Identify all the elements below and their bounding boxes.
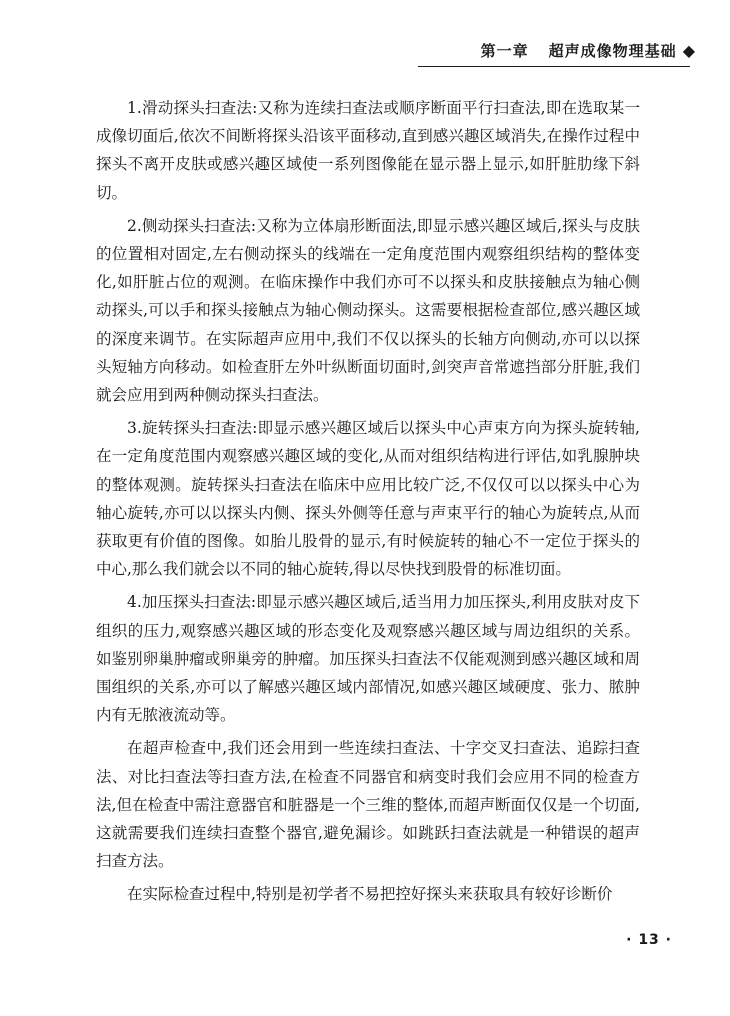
- header-rule: [418, 66, 690, 67]
- chapter-title: 超声成像物理基础: [548, 42, 677, 60]
- running-header: [481, 40, 696, 61]
- chapter-number: 第一章: [480, 42, 529, 60]
- paragraph: 在实际检查过程中,特别是初学者不易把控好探头来获取具有较好诊断价: [127, 885, 613, 904]
- paragraph: 1.滑动探头扫查法:又称为连续扫查法或顺序断面平行扫查法,即在选取某一成像切面后,依次不间断将探头沿该平面移动,直到感兴趣区域消失,在操作过程中探头不离开皮肤或感兴趣区域使一系列图像能在显示器上显示,如肝脏肋缘下斜切。: [96, 99, 640, 202]
- body-text: [96, 94, 640, 914]
- page-number: · 13 ·: [626, 932, 672, 948]
- diamond-mark-icon: ◆: [682, 41, 696, 60]
- paragraph: 4.加压探头扫查法:即显示感兴趣区域后,适当用力加压探头,利用皮肤对皮下组织的压力,观察感兴趣区域的形态变化及观察感兴趣区域与周边组织的关系。如鉴别卵巢肿瘤或卵巢旁的肿瘤。加压探头扫查法不仅能观测到感兴趣区域和周围组织的关系,亦可以了解感兴趣区域内部情况,如感兴趣区域硬度、张力、脓肿内有无脓液流动等。: [96, 593, 640, 725]
- paragraph: 2.侧动探头扫查法:又称为立体扇形断面法,即显示感兴趣区域后,探头与皮肤的位置相对固定,左右侧动探头的线端在一定角度范围内观察组织结构的整体变化,如肝脏占位的观测。在临床操作中我们亦可不以探头和皮肤接触点为轴心侧动探头,可以手和探头接触点为轴心侧动探头。这需要根据检查部位,感兴趣区域的深度来调节。在实际超声应用中,我们不仅以探头的长轴方向侧动,亦可以以探头短轴方向移动。如检查肝左外叶纵断面切面时,剑突声音常遮挡部分肝脏,我们就会应用到两种侧动探头扫查法。: [96, 216, 640, 405]
- paragraph: 3.旋转探头扫查法:即显示感兴趣区域后以探头中心声束方向为探头旋转轴,在一定角度范围内观察感兴趣区域的变化,从而对组织结构进行评估,如乳腺肿块的整体观测。旋转探头扫查法在临床中应用比较广泛,不仅仅可以以探头中心为轴心旋转,亦可以以探头内侧、探头外侧等任意与声束平行的轴心为旋转点,从而获取更有价值的图像。如胎儿股骨的显示,有时候旋转的轴心不一定位于探头的中心,那么我们就会以不同的轴心旋转,得以尽快找到股骨的标准切面。: [96, 419, 640, 579]
- paragraph: 在超声检查中,我们还会用到一些连续扫查法、十字交叉扫查法、追踪扫查法、对比扫查法等扫查方法,在检查不同器官和病变时我们会应用不同的检查方法,但在检查中需注意器官和脏器是一个三维的整体,而超声断面仅仅是一个切面,这就需要我们连续扫查整个器官,避免漏诊。如跳跃扫查法就是一种错误的超声扫查方法。: [96, 739, 640, 871]
